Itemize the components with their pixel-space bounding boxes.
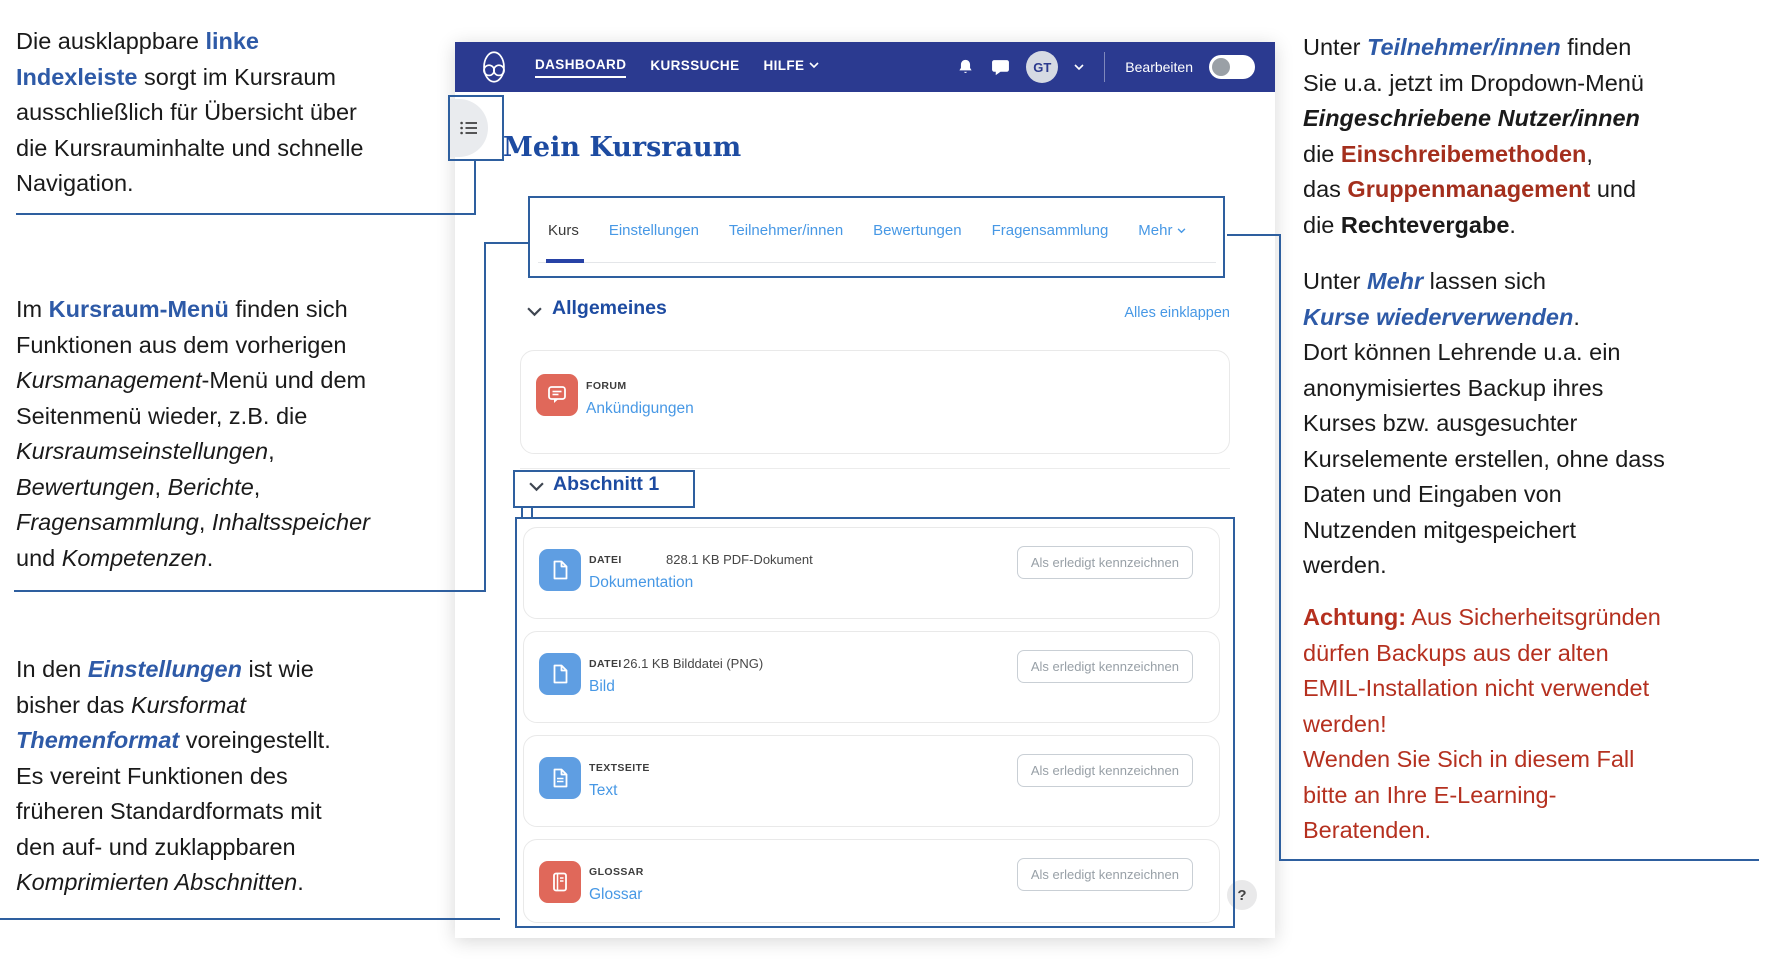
section-divider [520,468,1230,469]
activity-type-label: DATEI [589,658,622,670]
callout-line-left2 [14,590,486,592]
mark-done-button[interactable]: Als erledigt kennzeichnen [1017,754,1193,787]
navbar-right [956,51,1255,83]
section-title-allgemeines[interactable]: Allgemeines [552,297,667,319]
callout-line-right-bottom [1279,859,1759,861]
tab-kurs[interactable]: Kurs [548,222,579,239]
activity-type-label: FORUM [586,380,627,392]
callout-line-right-top [1227,234,1281,236]
page-title: Mein Kursraum [503,132,742,163]
callout-line-right-vertical [1279,234,1281,861]
note-right-achtung: Achtung: Aus Sicherheitsgründen dürfen Backups aus der alten EMIL-Installation nicht verwendet werden! Wenden Sie Sich in diesem Fall bitte an Ihre E-Learning- Beratenden. [1303,604,1661,843]
tab-mehr-label: Mehr [1138,222,1173,239]
chevron-down-icon [809,62,819,69]
callout-line-left3 [0,918,500,920]
top-navbar [455,42,1275,92]
collapse-all-link[interactable]: Alles einklappen [1124,305,1230,321]
callout-line-left1-vertical [474,161,476,215]
activity-type-label: TEXTSEITE [589,762,650,774]
callout-line-left2-vertical [484,242,486,592]
mark-done-button[interactable]: Als erledigt kennzeichnen [1017,858,1193,891]
collapse-chevron-icon[interactable] [527,307,542,317]
callout-box-abschnitt1 [513,470,695,508]
chevron-down-icon[interactable] [1074,64,1084,71]
navbar-menu [535,57,819,78]
activity-link-glossar[interactable]: Glossar [589,886,643,903]
bell-icon[interactable] [956,58,975,77]
note-left-kursraum-menu: Im Kursraum-Menü finden sich Funktionen aus dem vorherigen Kursmanagement-Menü und dem Seitenmenü wieder, z.B. die Kursraumseinstellungen, Bewertungen, Berichte, Fragensammlung, Inhaltsspeicher und Kompetenzen. [16,296,370,571]
activity-card-forum [520,350,1230,454]
forum-icon [536,374,578,416]
nav-item-dashboard[interactable]: DASHBOARD [535,57,626,78]
edit-mode-label: Bearbeiten [1125,59,1193,75]
toggle-knob [1212,58,1230,76]
section-title-abschnitt1[interactable]: Abschnitt 1 [553,473,660,495]
mark-done-button[interactable]: Als erledigt kennzeichnen [1017,546,1193,579]
tab-bewertungen[interactable]: Bewertungen [873,222,962,239]
nav-item-hilfe-label: HILFE [763,57,805,73]
note-right-teilnehmer: Unter Teilnehmer/innen finden Sie u.a. jetzt im Dropdown-Menü Eingeschriebene Nutzer/innen die Einschreibemethoden, das Gruppenmanagement und die Rechtevergabe. [1303,34,1644,238]
uhh-emil-logo-icon [475,48,513,86]
chat-bubble-icon[interactable] [991,58,1010,77]
activity-link-bild[interactable]: Bild [589,678,615,695]
chevron-down-icon [1177,228,1186,234]
navbar-divider [1104,52,1105,82]
activity-meta: 828.1 KB PDF-Dokument [666,552,813,567]
edit-mode-toggle[interactable] [1209,55,1255,79]
callout-line-left1 [16,213,476,215]
activity-type-label: DATEI [589,554,622,566]
callout-box-drawer-toggle [448,95,504,161]
activity-meta: 26.1 KB Bilddatei (PNG) [623,656,764,671]
activity-link-ankuendigungen[interactable]: Ankündigungen [586,400,694,417]
activity-link-dokumentation[interactable]: Dokumentation [589,574,694,591]
tab-mehr[interactable] [1138,222,1186,239]
user-avatar[interactable]: GT [1026,51,1058,83]
nav-item-hilfe[interactable] [763,58,819,77]
callout-box-section-content [515,517,1235,928]
callout-line-left2-top [486,242,530,244]
tab-einstellungen[interactable]: Einstellungen [608,222,699,239]
active-tab-indicator [546,259,584,263]
note-right-mehr: Unter Mehr lassen sich Kurse wiederverwenden. Dort können Lehrende u.a. ein anonymisiertes Backup ihres Kurses bzw. ausgesuchter Kurselemente erstellen, ohne dass Daten und Eingaben von Nutzenden mitgespeichert werden. [1303,268,1665,578]
note-left-indexleiste: Die ausklappbare linke Indexleiste sorgt im Kursraum ausschließlich für Übersicht über die Kursrauminhalte und schnelle Navigation. [16,28,364,196]
course-tabbar [548,222,1186,239]
help-button[interactable]: ? [1227,880,1257,910]
note-left-einstellungen: In den Einstellungen ist wie bisher das Kursformat Themenformat voreingestellt. Es vereint Funktionen des früheren Standardformats mit den auf- und zuklappbaren Komprimierten Abschnitten. [16,656,331,895]
nav-item-kurssuche[interactable]: KURSSUCHE [650,57,740,73]
tab-teilnehmer[interactable]: Teilnehmer/innen [728,222,844,239]
tab-fragensammlung[interactable]: Fragensammlung [991,222,1109,239]
activity-link-text[interactable]: Text [589,782,618,799]
mark-done-button[interactable]: Als erledigt kennzeichnen [1017,650,1193,683]
activity-type-label: GLOSSAR [589,866,644,878]
